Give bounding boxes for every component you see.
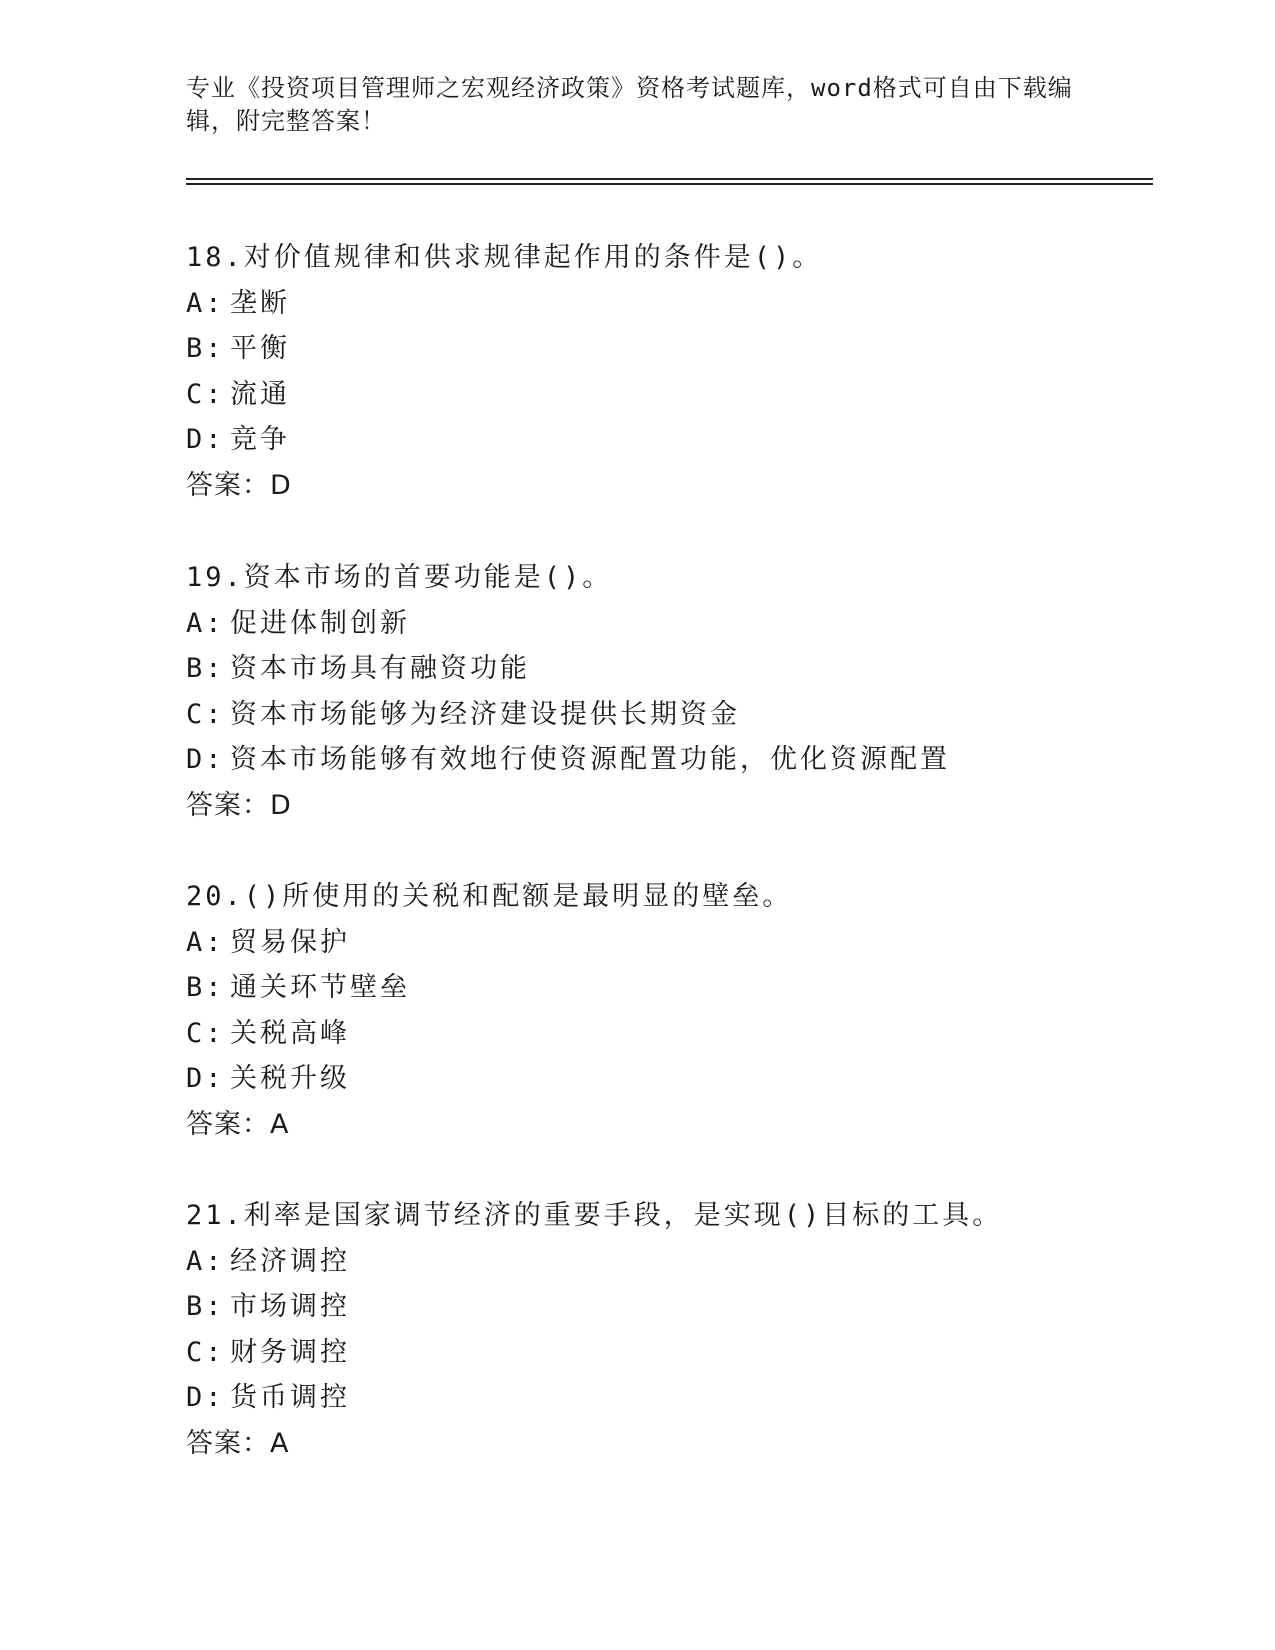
option-a	[186, 1239, 1146, 1285]
header-line-1: 专业《投资项目管理师之宏观经济政策》资格考试题库，word格式可自由下载编	[186, 74, 1073, 102]
option-d	[186, 1056, 1146, 1102]
question-stem: 19.资本市场的首要功能是()。	[186, 562, 613, 593]
option-b	[186, 965, 1146, 1011]
option-letter: B:	[186, 972, 225, 1003]
option-d	[186, 737, 1146, 783]
option-c	[186, 1011, 1146, 1057]
option-text: 平衡	[230, 333, 290, 364]
option-letter: D:	[186, 744, 225, 775]
option-c	[186, 1330, 1146, 1376]
option-text: 促进体制创新	[230, 607, 410, 639]
question-stem: 20.()所使用的关税和配额是最明显的壁垒。	[186, 881, 793, 912]
option-text: 垄断	[230, 287, 290, 319]
option-letter: D:	[186, 1382, 225, 1413]
option-text: 经济调控	[230, 1245, 350, 1277]
option-letter: A:	[186, 1245, 225, 1277]
option-letter: D:	[186, 1063, 225, 1094]
header-divider-top	[186, 178, 1153, 180]
option-letter: C:	[186, 698, 225, 730]
option-letter: B:	[186, 333, 225, 364]
question-18	[186, 235, 1146, 508]
option-letter: A:	[186, 287, 225, 319]
option-text: 竞争	[230, 424, 290, 455]
option-text: 资本市场能够为经济建设提供长期资金	[230, 698, 740, 730]
option-text: 通关环节壁垒	[230, 972, 410, 1003]
option-c	[186, 692, 1146, 738]
question-20	[186, 874, 1146, 1147]
option-d	[186, 417, 1146, 463]
option-b	[186, 646, 1146, 692]
answer-line: 答案：D	[186, 469, 292, 501]
option-letter: A:	[186, 607, 225, 639]
option-text: 市场调控	[230, 1291, 350, 1322]
option-letter: C:	[186, 1336, 225, 1368]
header-line-2: 辑，附完整答案！	[186, 107, 386, 135]
option-d	[186, 1375, 1146, 1421]
option-text: 关税高峰	[230, 1017, 350, 1049]
answer-line: 答案：A	[186, 1427, 290, 1459]
option-text: 流通	[230, 378, 290, 410]
option-letter: A:	[186, 926, 225, 958]
option-b	[186, 1284, 1146, 1330]
option-text: 财务调控	[230, 1336, 350, 1368]
option-c	[186, 372, 1146, 418]
option-letter: D:	[186, 424, 225, 455]
question-stem: 21.利率是国家调节经济的重要手段，是实现()目标的工具。	[186, 1200, 1003, 1231]
option-text: 货币调控	[230, 1382, 350, 1413]
question-stem: 18.对价值规律和供求规律起作用的条件是()。	[186, 242, 823, 273]
option-text: 关税升级	[230, 1063, 350, 1094]
option-b	[186, 326, 1146, 372]
answer-line: 答案：D	[186, 789, 292, 821]
question-19	[186, 555, 1146, 828]
option-text: 资本市场具有融资功能	[230, 653, 530, 684]
answer-line: 答案：A	[186, 1108, 290, 1140]
header-divider-bottom	[186, 183, 1153, 185]
option-text: 资本市场能够有效地行使资源配置功能，优化资源配置	[230, 744, 950, 775]
option-a	[186, 601, 1146, 647]
option-a	[186, 281, 1146, 327]
option-a	[186, 920, 1146, 966]
option-letter: B:	[186, 1291, 225, 1322]
option-letter: C:	[186, 1017, 225, 1049]
question-21	[186, 1193, 1146, 1466]
option-letter: B:	[186, 653, 225, 684]
option-text: 贸易保护	[230, 926, 350, 958]
document-header	[186, 72, 1076, 138]
option-letter: C:	[186, 378, 225, 410]
